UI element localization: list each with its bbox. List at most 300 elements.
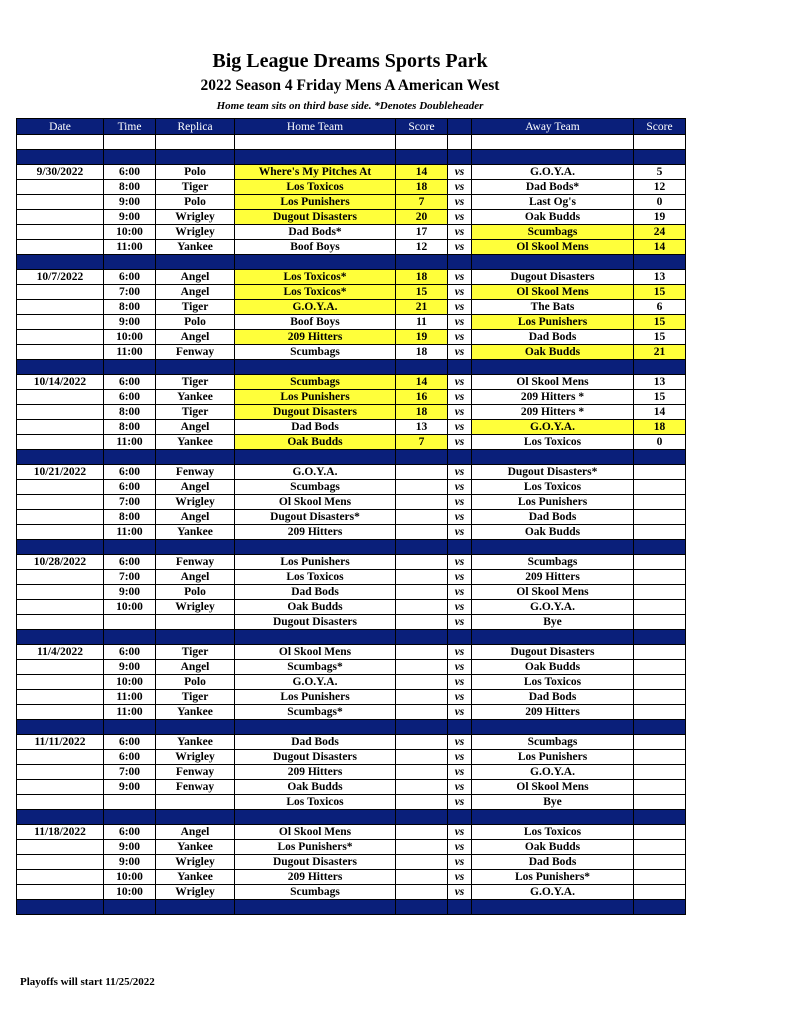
game-time: 6:00 (104, 480, 156, 495)
game-row (17, 660, 686, 675)
away-team: Bye (472, 795, 634, 810)
game-date (17, 795, 104, 810)
vs-label: vs (448, 210, 472, 225)
game-date (17, 405, 104, 420)
week-separator-band-cell (472, 720, 634, 735)
game-row (17, 375, 686, 390)
away-score (634, 645, 686, 660)
game-time: 9:00 (104, 780, 156, 795)
week-separator-band-cell (472, 540, 634, 555)
away-team: Ol Skool Mens (472, 585, 634, 600)
game-row (17, 615, 686, 630)
home-team: Boof Boys (235, 315, 396, 330)
away-score: 14 (634, 240, 686, 255)
week-separator-band-cell (396, 360, 448, 375)
game-time: 6:00 (104, 465, 156, 480)
game-time: 6:00 (104, 825, 156, 840)
home-team: Los Toxicos (235, 180, 396, 195)
week-separator-band-cell (17, 720, 104, 735)
week-separator-band-cell (448, 255, 472, 270)
home-score (396, 660, 448, 675)
game-time: 11:00 (104, 705, 156, 720)
game-row (17, 270, 686, 285)
game-time: 11:00 (104, 345, 156, 360)
game-row (17, 840, 686, 855)
game-row (17, 315, 686, 330)
home-team: G.O.Y.A. (235, 675, 396, 690)
game-replica-field: Fenway (156, 780, 235, 795)
vs-label: vs (448, 855, 472, 870)
game-replica-field (156, 795, 235, 810)
game-time: 11:00 (104, 435, 156, 450)
away-team: Scumbags (472, 555, 634, 570)
away-team: Last Og's (472, 195, 634, 210)
game-date: 11/18/2022 (17, 825, 104, 840)
game-date (17, 510, 104, 525)
week-separator-band-cell (396, 150, 448, 165)
away-score (634, 555, 686, 570)
week-separator-band-cell (156, 720, 235, 735)
week-separator-band-cell (235, 720, 396, 735)
home-score: 14 (396, 165, 448, 180)
week-separator-band-cell (634, 720, 686, 735)
home-team: 209 Hitters (235, 330, 396, 345)
home-team: Los Toxicos (235, 795, 396, 810)
week-separator-band-cell (104, 540, 156, 555)
page-title: Big League Dreams Sports Park (212, 50, 488, 72)
away-score (634, 495, 686, 510)
game-row (17, 510, 686, 525)
game-time: 6:00 (104, 645, 156, 660)
home-score: 21 (396, 300, 448, 315)
week-separator-band-cell (104, 900, 156, 915)
vs-label: vs (448, 825, 472, 840)
away-team: 209 Hitters (472, 705, 634, 720)
game-replica-field: Polo (156, 585, 235, 600)
game-row (17, 645, 686, 660)
week-separator-band-cell (448, 810, 472, 825)
vs-label: vs (448, 690, 472, 705)
spacer-row-cell (472, 135, 634, 150)
week-separator-band-cell (156, 630, 235, 645)
game-date (17, 390, 104, 405)
col-header-home-score: Score (396, 119, 448, 135)
home-score: 18 (396, 345, 448, 360)
game-replica-field: Polo (156, 195, 235, 210)
away-team: Los Toxicos (472, 825, 634, 840)
away-team: Bye (472, 615, 634, 630)
away-score: 24 (634, 225, 686, 240)
home-score (396, 525, 448, 540)
game-time: 6:00 (104, 555, 156, 570)
away-team: G.O.Y.A. (472, 600, 634, 615)
game-time: 10:00 (104, 885, 156, 900)
game-row (17, 180, 686, 195)
vs-label: vs (448, 420, 472, 435)
game-replica-field: Tiger (156, 405, 235, 420)
game-time (104, 615, 156, 630)
home-team: Scumbags (235, 885, 396, 900)
game-time: 9:00 (104, 840, 156, 855)
week-separator-band-cell (156, 540, 235, 555)
game-replica-field: Angel (156, 570, 235, 585)
home-score: 7 (396, 195, 448, 210)
home-team: Ol Skool Mens (235, 825, 396, 840)
away-score: 14 (634, 405, 686, 420)
home-team: 209 Hitters (235, 870, 396, 885)
game-replica-field: Polo (156, 315, 235, 330)
game-row (17, 675, 686, 690)
game-time: 11:00 (104, 525, 156, 540)
home-team: G.O.Y.A. (235, 300, 396, 315)
week-separator-band-cell (396, 720, 448, 735)
game-replica-field: Fenway (156, 765, 235, 780)
away-score: 13 (634, 375, 686, 390)
week-separator-band-cell (104, 450, 156, 465)
week-separator-band-cell (634, 255, 686, 270)
game-replica-field: Angel (156, 825, 235, 840)
vs-label: vs (448, 180, 472, 195)
home-score (396, 780, 448, 795)
home-score (396, 570, 448, 585)
col-header-away-team: Away Team (472, 119, 634, 135)
game-row (17, 465, 686, 480)
away-team: Dad Bods (472, 510, 634, 525)
game-replica-field: Tiger (156, 300, 235, 315)
game-row (17, 555, 686, 570)
away-score (634, 510, 686, 525)
game-replica-field: Wrigley (156, 600, 235, 615)
game-replica-field: Tiger (156, 375, 235, 390)
home-team: Oak Budds (235, 435, 396, 450)
game-row (17, 780, 686, 795)
home-score (396, 480, 448, 495)
game-row (17, 480, 686, 495)
week-separator-band-cell (104, 150, 156, 165)
game-date (17, 705, 104, 720)
home-score: 18 (396, 180, 448, 195)
game-date (17, 525, 104, 540)
game-replica-field: Angel (156, 660, 235, 675)
game-time (104, 795, 156, 810)
away-team: Ol Skool Mens (472, 780, 634, 795)
away-team: Los Punishers* (472, 870, 634, 885)
away-score (634, 525, 686, 540)
week-separator-band-cell (472, 150, 634, 165)
game-row (17, 300, 686, 315)
vs-label: vs (448, 300, 472, 315)
week-separator-band (17, 360, 686, 375)
week-separator-band-cell (156, 900, 235, 915)
game-row (17, 705, 686, 720)
game-replica-field: Polo (156, 165, 235, 180)
away-team: G.O.Y.A. (472, 885, 634, 900)
week-separator-band-cell (472, 810, 634, 825)
home-team: Scumbags* (235, 705, 396, 720)
vs-label: vs (448, 165, 472, 180)
game-row (17, 570, 686, 585)
game-date: 10/14/2022 (17, 375, 104, 390)
home-team: Scumbags (235, 345, 396, 360)
away-team: Dad Bods (472, 855, 634, 870)
vs-label: vs (448, 870, 472, 885)
schedule-table (16, 118, 686, 915)
away-team: Oak Budds (472, 210, 634, 225)
home-team: Dad Bods* (235, 225, 396, 240)
home-score (396, 825, 448, 840)
vs-label: vs (448, 675, 472, 690)
week-separator-band-cell (17, 255, 104, 270)
header-row (17, 119, 686, 135)
game-row (17, 195, 686, 210)
week-separator-band-cell (634, 810, 686, 825)
away-team: The Bats (472, 300, 634, 315)
vs-label: vs (448, 885, 472, 900)
game-replica-field: Fenway (156, 555, 235, 570)
game-replica-field: Yankee (156, 735, 235, 750)
away-team: 209 Hitters * (472, 390, 634, 405)
away-score (634, 570, 686, 585)
week-separator-band-cell (396, 450, 448, 465)
vs-label: vs (448, 495, 472, 510)
home-team: Dugout Disasters (235, 210, 396, 225)
game-replica-field: Tiger (156, 645, 235, 660)
home-team: 209 Hitters (235, 525, 396, 540)
game-replica-field: Angel (156, 285, 235, 300)
game-date (17, 420, 104, 435)
home-score (396, 645, 448, 660)
vs-label: vs (448, 585, 472, 600)
home-team: Dad Bods (235, 735, 396, 750)
home-score (396, 585, 448, 600)
game-time: 9:00 (104, 315, 156, 330)
spacer-row-cell (396, 135, 448, 150)
game-row (17, 165, 686, 180)
home-score (396, 555, 448, 570)
game-replica-field: Angel (156, 480, 235, 495)
game-row (17, 885, 686, 900)
game-time: 6:00 (104, 390, 156, 405)
game-time: 6:00 (104, 750, 156, 765)
game-date (17, 330, 104, 345)
vs-label: vs (448, 660, 472, 675)
week-separator-band-cell (472, 450, 634, 465)
home-score (396, 510, 448, 525)
page-subtitle: 2022 Season 4 Friday Mens A American West (200, 77, 500, 94)
vs-label: vs (448, 465, 472, 480)
game-date (17, 870, 104, 885)
week-separator-band-cell (235, 360, 396, 375)
game-row (17, 750, 686, 765)
game-replica-field: Yankee (156, 390, 235, 405)
away-team: Dugout Disasters (472, 270, 634, 285)
vs-label: vs (448, 225, 472, 240)
week-separator-band-cell (448, 720, 472, 735)
game-date (17, 615, 104, 630)
week-separator-band-cell (396, 810, 448, 825)
week-separator-band-cell (104, 255, 156, 270)
home-score: 13 (396, 420, 448, 435)
home-score: 14 (396, 375, 448, 390)
week-separator-band (17, 720, 686, 735)
game-replica-field: Fenway (156, 345, 235, 360)
game-date (17, 780, 104, 795)
game-time: 10:00 (104, 330, 156, 345)
week-separator-band-cell (104, 630, 156, 645)
away-score (634, 735, 686, 750)
game-date (17, 570, 104, 585)
away-team: Dad Bods* (472, 180, 634, 195)
home-team: Dugout Disasters (235, 855, 396, 870)
game-row (17, 690, 686, 705)
home-score: 12 (396, 240, 448, 255)
col-header-time: Time (104, 119, 156, 135)
game-replica-field: Polo (156, 675, 235, 690)
home-team: Los Punishers (235, 555, 396, 570)
week-separator-band-cell (17, 630, 104, 645)
week-separator-band-cell (156, 150, 235, 165)
game-replica-field: Fenway (156, 465, 235, 480)
home-score (396, 705, 448, 720)
away-score: 15 (634, 315, 686, 330)
game-date (17, 855, 104, 870)
away-team: Ol Skool Mens (472, 240, 634, 255)
week-separator-band-cell (156, 255, 235, 270)
vs-label: vs (448, 345, 472, 360)
away-team: Oak Budds (472, 345, 634, 360)
game-replica-field: Yankee (156, 840, 235, 855)
game-time: 8:00 (104, 405, 156, 420)
game-row (17, 495, 686, 510)
away-score (634, 780, 686, 795)
playoffs-note: Playoffs will start 11/25/2022 (20, 976, 155, 988)
away-score (634, 825, 686, 840)
home-team: Dugout Disasters (235, 615, 396, 630)
game-date (17, 435, 104, 450)
game-replica-field: Angel (156, 330, 235, 345)
game-replica-field: Wrigley (156, 495, 235, 510)
schedule-body (17, 135, 686, 915)
col-header-away-score: Score (634, 119, 686, 135)
home-team: Oak Budds (235, 600, 396, 615)
away-team: Dad Bods (472, 330, 634, 345)
game-time: 9:00 (104, 195, 156, 210)
home-score: 15 (396, 285, 448, 300)
week-separator-band-cell (634, 900, 686, 915)
spacer-row-cell (235, 135, 396, 150)
vs-label: vs (448, 555, 472, 570)
week-separator-band-cell (17, 540, 104, 555)
away-team: Scumbags (472, 735, 634, 750)
home-team: Dugout Disasters (235, 750, 396, 765)
game-row (17, 435, 686, 450)
home-team: Ol Skool Mens (235, 645, 396, 660)
game-date (17, 660, 104, 675)
home-team: Dad Bods (235, 420, 396, 435)
home-score (396, 600, 448, 615)
game-time: 8:00 (104, 510, 156, 525)
away-score: 6 (634, 300, 686, 315)
game-replica-field: Angel (156, 420, 235, 435)
vs-label: vs (448, 795, 472, 810)
week-separator-band-cell (448, 900, 472, 915)
home-score: 20 (396, 210, 448, 225)
game-replica-field: Yankee (156, 705, 235, 720)
game-row (17, 330, 686, 345)
week-separator-band-cell (104, 360, 156, 375)
game-replica-field: Yankee (156, 240, 235, 255)
home-team: Dad Bods (235, 585, 396, 600)
away-team: Los Toxicos (472, 435, 634, 450)
week-separator-band-cell (634, 540, 686, 555)
away-score (634, 615, 686, 630)
home-score: 11 (396, 315, 448, 330)
away-score: 13 (634, 270, 686, 285)
vs-label: vs (448, 615, 472, 630)
vs-label: vs (448, 840, 472, 855)
away-score (634, 885, 686, 900)
week-separator-band-cell (396, 630, 448, 645)
away-score (634, 600, 686, 615)
game-row (17, 345, 686, 360)
away-score: 0 (634, 435, 686, 450)
game-replica-field: Wrigley (156, 750, 235, 765)
vs-label: vs (448, 525, 472, 540)
game-row (17, 735, 686, 750)
away-score (634, 465, 686, 480)
game-replica-field: Wrigley (156, 210, 235, 225)
game-replica-field: Wrigley (156, 225, 235, 240)
away-score: 15 (634, 285, 686, 300)
week-separator-band-cell (156, 360, 235, 375)
home-team: Scumbags* (235, 660, 396, 675)
game-replica-field: Angel (156, 270, 235, 285)
game-date (17, 585, 104, 600)
home-score (396, 840, 448, 855)
away-team: Los Toxicos (472, 675, 634, 690)
vs-label: vs (448, 570, 472, 585)
game-date (17, 885, 104, 900)
game-replica-field: Wrigley (156, 855, 235, 870)
vs-label: vs (448, 270, 472, 285)
home-team: Los Punishers (235, 195, 396, 210)
away-team: Los Punishers (472, 495, 634, 510)
page-note: Home team sits on third base side. *Denotes Doubleheader (216, 100, 484, 112)
home-score (396, 885, 448, 900)
game-time: 6:00 (104, 270, 156, 285)
home-team: 209 Hitters (235, 765, 396, 780)
game-row (17, 390, 686, 405)
week-separator-band-cell (104, 810, 156, 825)
game-replica-field (156, 615, 235, 630)
vs-label: vs (448, 735, 472, 750)
home-score: 19 (396, 330, 448, 345)
home-score (396, 750, 448, 765)
game-date (17, 285, 104, 300)
game-date (17, 210, 104, 225)
home-score (396, 735, 448, 750)
vs-label: vs (448, 435, 472, 450)
away-team: Ol Skool Mens (472, 375, 634, 390)
home-score (396, 870, 448, 885)
game-time: 9:00 (104, 855, 156, 870)
week-separator-band (17, 810, 686, 825)
week-separator-band-cell (396, 900, 448, 915)
week-separator-band-cell (17, 360, 104, 375)
week-separator-band (17, 540, 686, 555)
away-score (634, 870, 686, 885)
game-date (17, 600, 104, 615)
